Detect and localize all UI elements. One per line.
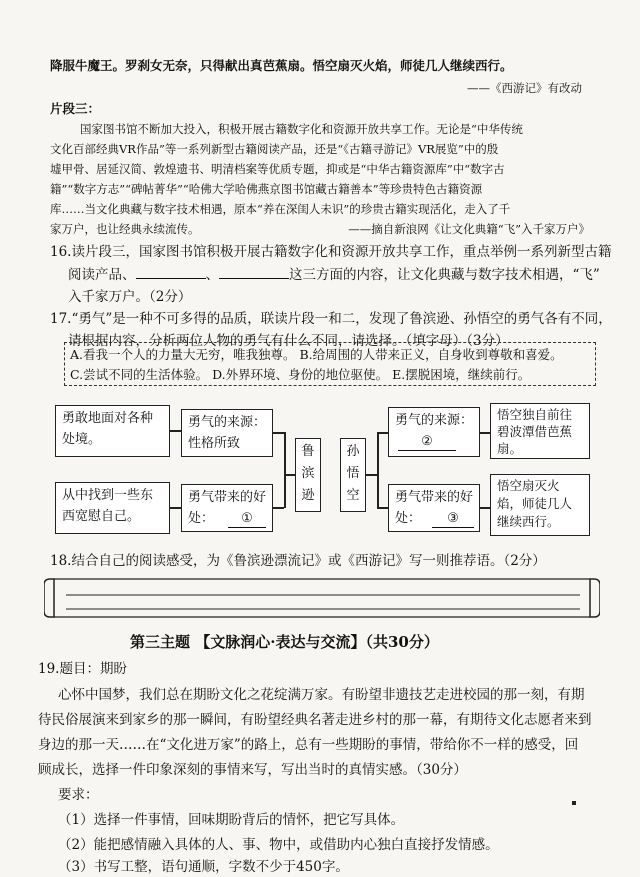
q16-line3: 入千家万户。（2分） (68, 289, 192, 305)
passage3-line: 籍”“数字方志”“碑帖菁华”“哈佛大学哈佛燕京图书馆藏古籍善本”等珍贵特色古籍资源 (50, 182, 483, 196)
passage3-line: 家万户，也让经典永续流传。 (50, 222, 200, 236)
diagram-left-bottom: 从中找到一些东西宽慰自己。 (55, 482, 170, 534)
answer-blank-1[interactable]: ① (228, 510, 266, 528)
connector (284, 474, 295, 476)
answer-blank-3[interactable]: ③ (432, 510, 474, 528)
person2-char: 悟 (346, 466, 360, 481)
section3-title: 第三主题 【文脉润心·表达与交流】（共30分） (130, 633, 439, 651)
answer-blank-2[interactable]: ② (398, 433, 456, 451)
passage3-source: ——摘自新浪网《让文化典籍“飞”入千家万户》 (348, 222, 590, 236)
connector (273, 507, 284, 509)
diagram-right-top: 悟空独自前往碧波潭借芭蕉扇。 (490, 403, 590, 459)
passage3-line: 库……当文化典藏与数字技术相遇，原本“养在深闺人未识”的珍贵古籍实现活化，走入了千 (50, 202, 511, 216)
scroll-right-end (590, 579, 600, 617)
connector (377, 432, 388, 434)
q19-para-line: 待民俗展演来到家乡的那一瞬间，有盼望经典名著走进乡村的那一幕，有期待文化志愿者来到 (38, 712, 592, 728)
connector (170, 430, 181, 432)
connector (480, 507, 490, 509)
q18-answer-area[interactable] (44, 573, 600, 623)
passage3-line: 文化百部经典VR作品”等一系列新型古籍阅读产品，还是“《古籍寻游记》VR展览”中的殷 (50, 142, 499, 156)
src-left-label: 勇气的来源： (188, 415, 267, 430)
src-right-label: 勇气的来源： (395, 413, 474, 428)
q19-para-line: 心怀中国梦，我们总在期盼文化之花绽满万家。有盼望非遗技艺走进校园的那一刻，有期 (58, 687, 585, 703)
person1-char: 逊 (301, 488, 315, 503)
q17-options-line2: C.尝试不同的生活体验。 D.外界环境、身份的地位驱使。 E.摆脱困境，继续前行。 (70, 367, 531, 382)
q16-blank-2[interactable] (219, 266, 289, 279)
person1-char: 鲁 (301, 444, 315, 459)
person2-char: 空 (346, 488, 360, 503)
q17-options-line1: A.看我一个人的力量大无穷，唯我独尊。 B.给周围的人带来正义，自身收到尊敬和喜爱。 (70, 347, 563, 362)
scroll-left-end (44, 579, 54, 617)
connector (480, 432, 490, 434)
q19-req: （1）选择一件事情，回味期盼背后的情怀，把它写具体。 (58, 812, 405, 828)
person2-char: 孙 (346, 444, 360, 459)
connector (284, 432, 286, 508)
q16-blank-1[interactable] (136, 266, 206, 279)
passage2-end-text: 降服牛魔王。罗刹女无奈，只得献出真芭蕉扇。悟空扇灭火焰，师徒几人继续西行。 (50, 58, 513, 73)
passage3-line: 国家图书馆不断加大投入，积极开展古籍数字化和资源开放共享工作。无论是“中华传统 (80, 122, 523, 136)
passage3-line: 墟甲骨、居延汉简、敦煌遗书、明清档案等优质专题，抑或是“中华古籍资源库”中“数字古 (50, 162, 505, 176)
connector (366, 474, 377, 476)
person1-char: 滨 (301, 466, 315, 481)
q16-line2-a: 阅读产品、 (68, 267, 136, 283)
person-robinson (295, 438, 321, 512)
q16-line1: 16.读片段三，国家图书馆积极开展古籍数字化和资源开放共享工作，重点举例一系列新型古籍 (50, 244, 612, 260)
q16-sep: 、 (205, 267, 219, 283)
q19-para-line: 顾成长，选择一件印象深刻的事情来写，写出当时的真情实感。（30分） (38, 762, 467, 778)
q17-line1: 17.“勇气”是一种不可多得的品质，联读片段一和二，发现了鲁滨逊、孙悟空的勇气各有不同， (50, 311, 612, 327)
q19-title: 19.题目：期盼 (38, 661, 127, 677)
connector (377, 432, 379, 508)
passage2-source: ——《西游记》有改动 (467, 81, 582, 95)
q16-line2-b: 这三方面的内容，让文化典藏与数字技术相遇，“飞” (289, 267, 600, 283)
diagram-left-top: 勇敢地面对各种处境。 (55, 405, 170, 457)
q19-req-label: 要求： (58, 787, 99, 803)
q19-req: （3）书写工整，语句通顺，字数不少于450字。 (58, 859, 349, 875)
person-wukong (340, 438, 366, 512)
src-left-value: 性格所致 (188, 436, 241, 451)
passage3-heading: 片段三： (50, 101, 101, 116)
q19-para-line: 身边的那一天……在“文化进万家”的路上，总有一些期盼的事情，带给你不一样的感受，回 (38, 737, 579, 753)
q19-req: （2）能把感情融入具体的人、事、物中，或借助内心独白直接抒发情感。 (58, 837, 499, 853)
benefit-left-label: 勇气带来的好处： (188, 490, 267, 526)
q18-text: 18.结合自己的阅读感受，为《鲁滨逊漂流记》或《西游记》写一则推荐语。（2分） (50, 553, 546, 569)
q17-line2: 请根据内容，分析两位人物的勇气有什么不同，请选择。（填字母）（3分） (68, 333, 509, 349)
connector (170, 507, 181, 509)
src-left-box (181, 409, 273, 457)
connector (273, 432, 284, 434)
q16-line2 (68, 266, 600, 284)
connector (377, 507, 388, 509)
diagram-right-bottom: 悟空扇灭火焰，师徒几人继续西行。 (490, 474, 590, 536)
stray-mark (572, 801, 576, 805)
benefit-right-label: 勇气带来的好处： (395, 490, 474, 526)
